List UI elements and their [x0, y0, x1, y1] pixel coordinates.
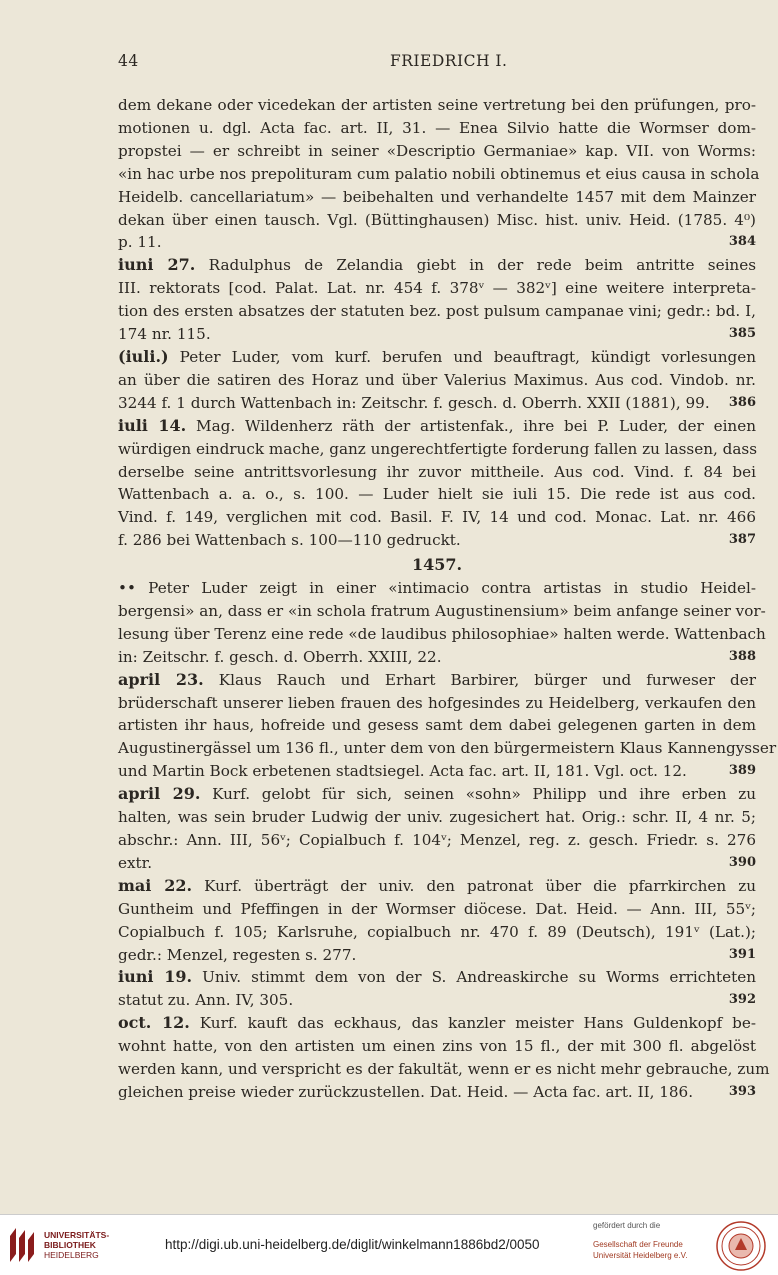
entry-paragraph	[118, 875, 756, 967]
text-line: würdigen eindruck mache, ganz ungerechtfertigte forderung fallen zu lassen, dass	[118, 439, 758, 458]
entry-paragraph	[118, 415, 756, 552]
text-line: Vind. f. 149, verglichen mit cod. Basil. F. IV, 14 und cod. Monac. Lat. nr. 466	[118, 508, 756, 527]
text-line: 384 p. 11.	[118, 231, 756, 254]
text-line: lesung über Terenz eine rede «de laudibus philosophiae» halten werde. Wattenbach	[118, 624, 766, 643]
text-line: 387 f. 286 bei Wattenbach s. 100—110 gedruckt.	[118, 529, 756, 552]
entry-date: oct. 12.	[118, 1013, 190, 1033]
text-line: iuni 27. Radulphus de Zelandia giebt in der rede beim antritte seines	[118, 255, 757, 275]
text-line: III. rektorats [cod. Palat. Lat. nr. 454 f. 378ᵛ — 382ᵛ] eine weitere interpreta-	[118, 279, 756, 298]
entry-number: 385	[728, 326, 756, 342]
text-line: derselbe seine antrittsvorlesung ihr zuvor mittheile. Aus cod. Vind. f. 84 bei	[118, 462, 756, 481]
library-name: UNIVERSITÄTS- BIBLIOTHEK HEIDELBERG	[44, 1230, 110, 1260]
text-line: an über die satiren des Horaz und über Valerius Maximus. Aus cod. Vindob. nr.	[118, 370, 756, 389]
text-line: brüderschaft unserer lieben frauen des hofgesindes zu Heidelberg, verkaufen den	[118, 693, 756, 712]
text-line: (iuli.) Peter Luder, vom kurf. berufen und beauftragt, kündigt vorlesungen	[118, 346, 756, 366]
text-line: oct. 12. Kurf. kauft das eckhaus, das kanzler meister Hans Guldenkopf be-	[118, 1013, 756, 1033]
entry-paragraph	[118, 94, 760, 254]
text-line: dem dekane oder vicedekan der artisten seine vertretung bei den prüfungen, pro-	[118, 96, 756, 114]
text-line: tion des ersten absatzes der statuten bez. post pulsum campanae vini; gedr.: bd. I,	[118, 302, 756, 321]
running-title: FRIEDRICH I.	[390, 52, 508, 70]
text-line: Augustinergässel um 136 fl., unter dem von den bürgermeistern Klaus Kannengysser	[118, 739, 777, 758]
entry-paragraph	[118, 966, 756, 1012]
text-line: bergensi» an, dass er «in schola fratrum Augustinensium» beim anfange seiner vor-	[118, 601, 766, 620]
text-line: halten, was sein bruder Ludwig der univ. zugesichert hat. Orig.: schr. II, 4 nr. 5;	[118, 808, 756, 827]
entry-number: 386	[728, 394, 756, 410]
text-line: 388 in: Zeitschr. f. gesch. d. Oberrh. XXIII, 22.	[118, 646, 756, 669]
entry-paragraph	[118, 669, 777, 784]
entry-date: iuli 14.	[118, 415, 187, 435]
entry-date: (iuli.)	[118, 346, 169, 366]
entry-number: 391	[728, 946, 756, 962]
page-header	[118, 52, 756, 74]
text-line: mai 22. Kurf. überträgt der univ. den patronat über die pfarrkirchen zu	[118, 875, 756, 895]
entry-paragraph	[118, 577, 766, 669]
university-seal-icon	[715, 1220, 767, 1272]
text-line: motionen u. dgl. Acta fac. art. II, 31. — Enea Silvio hatte die Wormser dom-	[118, 118, 756, 137]
text-line: werden kann, und verspricht es der fakultät, wenn er es nicht mehr gebrauche, zum	[118, 1060, 770, 1079]
text-line: dekan über einen tausch. Vgl. (Büttinghausen) Misc. hist. univ. Heid. (1785. 4⁰)	[118, 210, 756, 229]
entry-date: april 29.	[118, 784, 201, 804]
entry-number: 392	[728, 992, 756, 1008]
text-line: april 23. Klaus Rauch und Erhart Barbirer, bürger und furweser der	[118, 669, 756, 689]
year-heading: 1457.	[411, 555, 463, 575]
society-name: Gesellschaft der Freunde Universität Heidelberg e.V.	[593, 1240, 688, 1260]
text-line: 392 statut zu. Ann. IV, 305.	[118, 989, 756, 1012]
text-line: iuli 14. Mag. Wildenherz räth der artistenfak., ihre bei P. Luder, der einen	[118, 415, 756, 435]
text-line: Heidelb. cancellariatum» — beibehalten und verhandelte 1457 mit dem Mainzer	[118, 187, 756, 206]
text-line: 390 extr.	[118, 852, 756, 875]
entry-number: 384	[728, 234, 756, 250]
text-line: «in hac urbe nos prepolituram cum palatio nobili obtinemus et eius causa in schola	[118, 164, 760, 183]
entry-number: 389	[728, 763, 756, 779]
entry-number: 393	[728, 1083, 756, 1099]
entry-number: 387	[728, 532, 756, 548]
entry-date: april 23.	[118, 669, 204, 689]
entry-number: 388	[728, 648, 756, 664]
university-library-logo-icon	[6, 1224, 38, 1264]
entry-paragraph	[118, 254, 756, 346]
entry-paragraph	[118, 346, 756, 415]
text-line: 389 und Martin Bock erbetenen stadtsiegel. Acta fac. art. II, 181. Vgl. oct. 12.	[118, 760, 756, 783]
text-line: artisten ihr haus, hofreide und gesess samt dem dabei gelegenen garten in dem	[118, 716, 756, 735]
page-number: 44	[118, 52, 139, 70]
funded-by-label: gefördert durch die	[593, 1221, 661, 1230]
text-line: Copialbuch f. 105; Karlsruhe, copialbuch nr. 470 f. 89 (Deutsch), 191ᵛ (Lat.);	[118, 922, 756, 941]
body-text	[118, 94, 777, 1104]
text-line: abschr.: Ann. III, 56ᵛ; Copialbuch f. 104ᵛ; Menzel, reg. z. gesch. Friedr. s. 276	[118, 831, 756, 849]
footer-bar	[0, 1214, 778, 1275]
text-line: april 29. Kurf. gelobt für sich, seinen «sohn» Philipp und ihre erben zu	[118, 784, 757, 804]
entry-date: mai 22.	[118, 875, 193, 895]
permalink-url[interactable]: http://digi.ub.uni-heidelberg.de/diglit/winkelmann1886bd2/0050	[165, 1237, 540, 1252]
text-line: wohnt hatte, von den artisten um einen zins von 15 fl., der mit 300 fl. abgelöst	[118, 1037, 756, 1056]
text-line: •• Peter Luder zeigt in einer «intimacio contra artistas in studio Heidel-	[118, 579, 756, 598]
text-line: Guntheim und Pfeffingen in der Wormser diöcese. Dat. Heid. — Ann. III, 55ᵛ;	[118, 899, 756, 918]
entry-date: iuni 19.	[118, 967, 193, 987]
text-line: 386 3244 f. 1 durch Wattenbach in: Zeitschr. f. gesch. d. Oberrh. XXII (1881), 99.	[118, 392, 756, 415]
entry-paragraph	[118, 1012, 770, 1104]
text-line: propstei — er schreibt in seiner «Descriptio Germaniae» kap. VII. von Worms:	[118, 141, 756, 160]
entry-paragraph	[118, 783, 756, 875]
text-line: Wattenbach a. a. o., s. 100. — Luder hielt sie iuli 15. Die rede ist aus cod.	[118, 485, 756, 504]
entry-date: iuni 27.	[118, 255, 196, 275]
text-line: iuni 19. Univ. stimmt dem von der S. Andreaskirche su Worms errichteten	[118, 967, 756, 987]
text-line: 391 gedr.: Menzel, regesten s. 277.	[118, 944, 756, 967]
entry-number: 390	[728, 854, 756, 870]
text-line: 393 gleichen preise wieder zurückzustellen. Dat. Heid. — Acta fac. art. II, 186.	[118, 1081, 756, 1104]
text-line: 385 174 nr. 115.	[118, 323, 756, 346]
